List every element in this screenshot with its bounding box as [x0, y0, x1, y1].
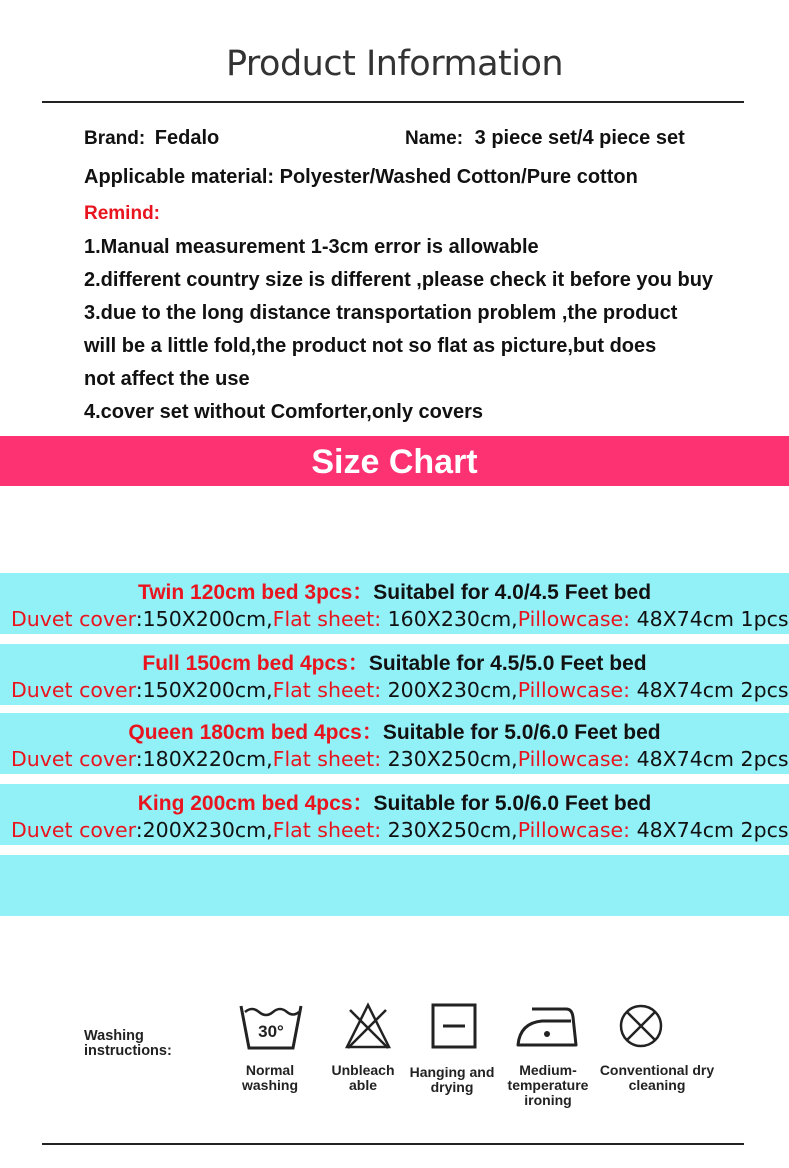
washing-label	[84, 1029, 172, 1059]
size-row-heading	[0, 787, 789, 817]
size-row-fit: Suitable for 4.5/5.0 Feet bed	[368, 652, 647, 675]
duvet-label: Duvet cover	[11, 818, 136, 842]
hang-icon-label	[402, 1065, 502, 1095]
remind-line-3: 3.due to the long distance transportation problem ,the product	[84, 302, 678, 324]
name-value: 3 piece set/4 piece set	[474, 127, 685, 149]
name-label: Name:	[405, 128, 464, 149]
brand-field	[84, 127, 219, 150]
flat-value: 160X230cm,	[381, 607, 518, 631]
wash-30-icon	[239, 1002, 303, 1052]
size-row-fit: Suitable for 5.0/6.0 Feet bed	[382, 721, 661, 744]
iron-icon	[516, 1003, 578, 1049]
material-value: Polyester/Washed Cotton/Pure cotton	[279, 166, 638, 188]
pillow-label: Pillowcase:	[517, 678, 631, 702]
duvet-label: Duvet cover	[11, 678, 136, 702]
pillow-label: Pillowcase:	[517, 607, 631, 631]
size-row-dimensions	[11, 607, 789, 631]
flat-label: Flat sheet:	[272, 678, 382, 702]
wash-label-line: Hanging and	[409, 1064, 495, 1080]
pillow-label: Pillowcase:	[517, 818, 631, 842]
no-bleach-icon	[344, 1002, 392, 1050]
remind-line-6: 4.cover set without Comforter,only covers	[84, 401, 483, 423]
size-row-dimensions	[11, 747, 789, 771]
dry-clean-icon	[618, 1003, 664, 1049]
wash-label-line: Conventional dry	[599, 1062, 715, 1078]
flat-value: 230X250cm,	[381, 747, 518, 771]
size-row-title: Queen 180cm bed 4pcs：	[128, 721, 383, 744]
size-row-heading	[0, 716, 789, 746]
flat-label: Flat sheet:	[272, 607, 382, 631]
remind-label: Remind:	[84, 203, 160, 224]
wash-label-line: drying	[430, 1079, 474, 1095]
pillow-value: 48X74cm 2pcs	[630, 747, 789, 771]
wash-label-line: temperature	[507, 1077, 589, 1093]
size-row-heading	[0, 647, 789, 677]
hang-dry-icon	[431, 1003, 477, 1049]
size-row-heading	[0, 576, 789, 606]
wash-label-line: washing	[241, 1077, 298, 1093]
remind-line-1: 1.Manual measurement 1-3cm error is allowable	[84, 236, 539, 258]
name-field	[405, 127, 685, 150]
size-row-full	[0, 644, 789, 705]
pillow-value: 48X74cm 2pcs	[630, 678, 789, 702]
washing-label-line: instructions:	[84, 1043, 172, 1059]
wash-label-line: Unbleach	[331, 1062, 395, 1078]
pillow-label: Pillowcase:	[517, 747, 631, 771]
flat-value: 230X250cm,	[381, 818, 518, 842]
wash-icon-label	[228, 1063, 312, 1093]
wash-label-line: able	[348, 1077, 377, 1093]
duvet-value: :180X220cm,	[135, 747, 273, 771]
wash-label-line: ironing	[524, 1092, 572, 1108]
size-row-dimensions	[11, 678, 789, 702]
wash-label-line: Normal	[245, 1062, 295, 1078]
duvet-value: :150X200cm,	[135, 678, 273, 702]
duvet-value: :200X230cm,	[135, 818, 273, 842]
washing-label-line: Washing	[84, 1028, 144, 1044]
duvet-label: Duvet cover	[11, 607, 136, 631]
flat-label: Flat sheet:	[272, 818, 382, 842]
remind-line-5: not affect the use	[84, 368, 250, 390]
remind-line-2: 2.different country size is different ,please check it before you buy	[84, 269, 714, 291]
material-label: Applicable material:	[84, 166, 275, 188]
bottom-divider	[42, 1143, 744, 1145]
flat-value: 200X230cm,	[381, 678, 518, 702]
brand-label: Brand:	[84, 128, 146, 149]
pillow-value: 48X74cm 1pcs	[630, 607, 789, 631]
size-chart-banner: Size Chart	[0, 436, 789, 486]
size-row-dimensions	[11, 818, 789, 842]
size-row-fit: Suitable for 5.0/6.0 Feet bed	[373, 792, 652, 815]
size-row-title: Full 150cm bed 4pcs：	[142, 652, 369, 675]
size-row-king	[0, 784, 789, 845]
size-row-title: Twin 120cm bed 3pcs：	[137, 581, 374, 604]
brand-value: Fedalo	[154, 127, 220, 149]
size-row-fit: Suitabel for 4.0/4.5 Feet bed	[373, 581, 652, 604]
iron-icon-label	[500, 1063, 596, 1108]
size-row-twin	[0, 573, 789, 634]
remind-line-4: will be a little fold,the product not so flat as picture,but does	[84, 335, 657, 357]
flat-label: Flat sheet:	[272, 747, 382, 771]
duvet-value: :150X200cm,	[135, 607, 273, 631]
size-row-title: King 200cm bed 4pcs：	[137, 792, 374, 815]
duvet-label: Duvet cover	[11, 747, 136, 771]
dryclean-icon-label	[592, 1063, 722, 1093]
material-field	[84, 166, 638, 189]
pillow-value: 48X74cm 2pcs	[630, 818, 789, 842]
wash-label-line: cleaning	[628, 1077, 686, 1093]
wash-temperature: 30°	[258, 1022, 284, 1041]
size-row-queen	[0, 713, 789, 774]
wash-label-line: Medium-	[519, 1062, 577, 1078]
page-title: Product Information	[225, 44, 564, 84]
bleach-icon-label	[322, 1063, 404, 1093]
top-divider	[42, 101, 744, 103]
empty-band	[0, 855, 789, 916]
